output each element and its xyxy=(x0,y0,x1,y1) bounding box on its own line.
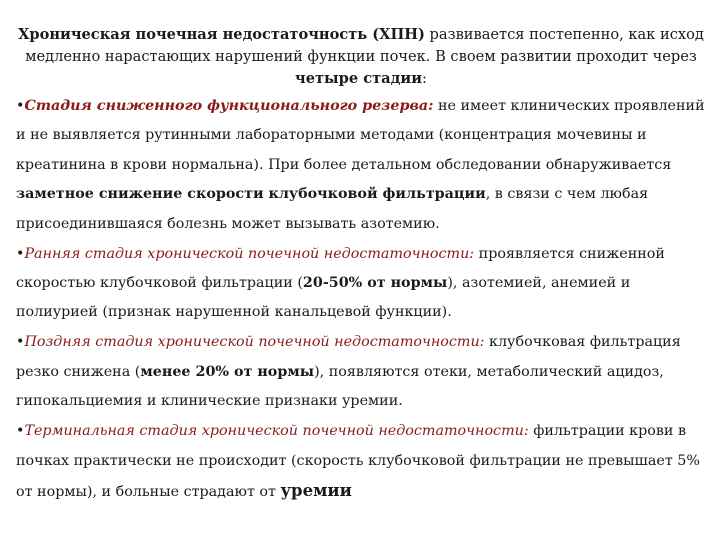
stage-term: Терминальная стадия хронической почечной недостаточности: xyxy=(24,423,529,440)
stage-highlight: менее 20% от нормы xyxy=(140,363,315,380)
stages-list xyxy=(16,92,708,508)
stage-text: клубочковая фильтрация резко снижена ( xyxy=(16,334,681,380)
stage-text-end: ), азотемией, анемией и полиурией (признак нарушенной канальцевой функции). xyxy=(16,275,631,321)
stage-highlight: уремии xyxy=(280,481,352,501)
stage-term: Стадия сниженного функционального резерва: xyxy=(24,98,434,114)
intro-end: : xyxy=(422,70,427,87)
intro-paragraph xyxy=(14,24,708,90)
intro-emphasis: четыре стадии xyxy=(295,70,423,87)
stage-highlight: 20-50% от нормы xyxy=(302,275,448,292)
stage-text: фильтрации крови в почках практически не происходит (скорость клубочковой фильтрации не превышает 5% от нормы), и больные страдают от xyxy=(16,423,700,501)
stage-item xyxy=(16,240,708,328)
stage-item xyxy=(16,92,708,239)
stage-item xyxy=(16,328,708,416)
stage-text-end: ), появляются отеки, метаболический ацидоз, гипокальциемия и клинические признаки уремии. xyxy=(16,363,664,410)
stage-text: не имеет клинических проявлений и не выявляется рутинными лабораторными методами (концентрация мочевины и креатинина в крови нормальна). При более детальном обследовании обнаруживается xyxy=(16,98,705,173)
stage-highlight: заметное снижение скорости клубочковой фильтрации xyxy=(16,186,486,203)
stage-text: проявляется сниженной скоростью клубочковой фильтрации ( xyxy=(16,245,665,292)
intro-title-term: Хроническая почечная недостаточность (ХПН) xyxy=(18,26,425,43)
bullet: • xyxy=(16,245,25,262)
stage-item xyxy=(16,417,708,507)
bullet: • xyxy=(16,334,25,351)
stage-term: Ранняя стадия хронической почечной недостаточности: xyxy=(24,245,475,262)
intro-text: развивается постепенно, как исход медленно нарастающих нарушений функции почек. В своем развитии проходит через xyxy=(25,26,704,65)
stage-text-end: , в связи с чем любая присоединившаяся болезнь может вызывать азотемию. xyxy=(16,186,649,232)
bullet: • xyxy=(16,98,25,114)
stage-term: Поздняя стадия хронической почечной недостаточности: xyxy=(24,334,485,351)
bullet: • xyxy=(16,423,25,440)
